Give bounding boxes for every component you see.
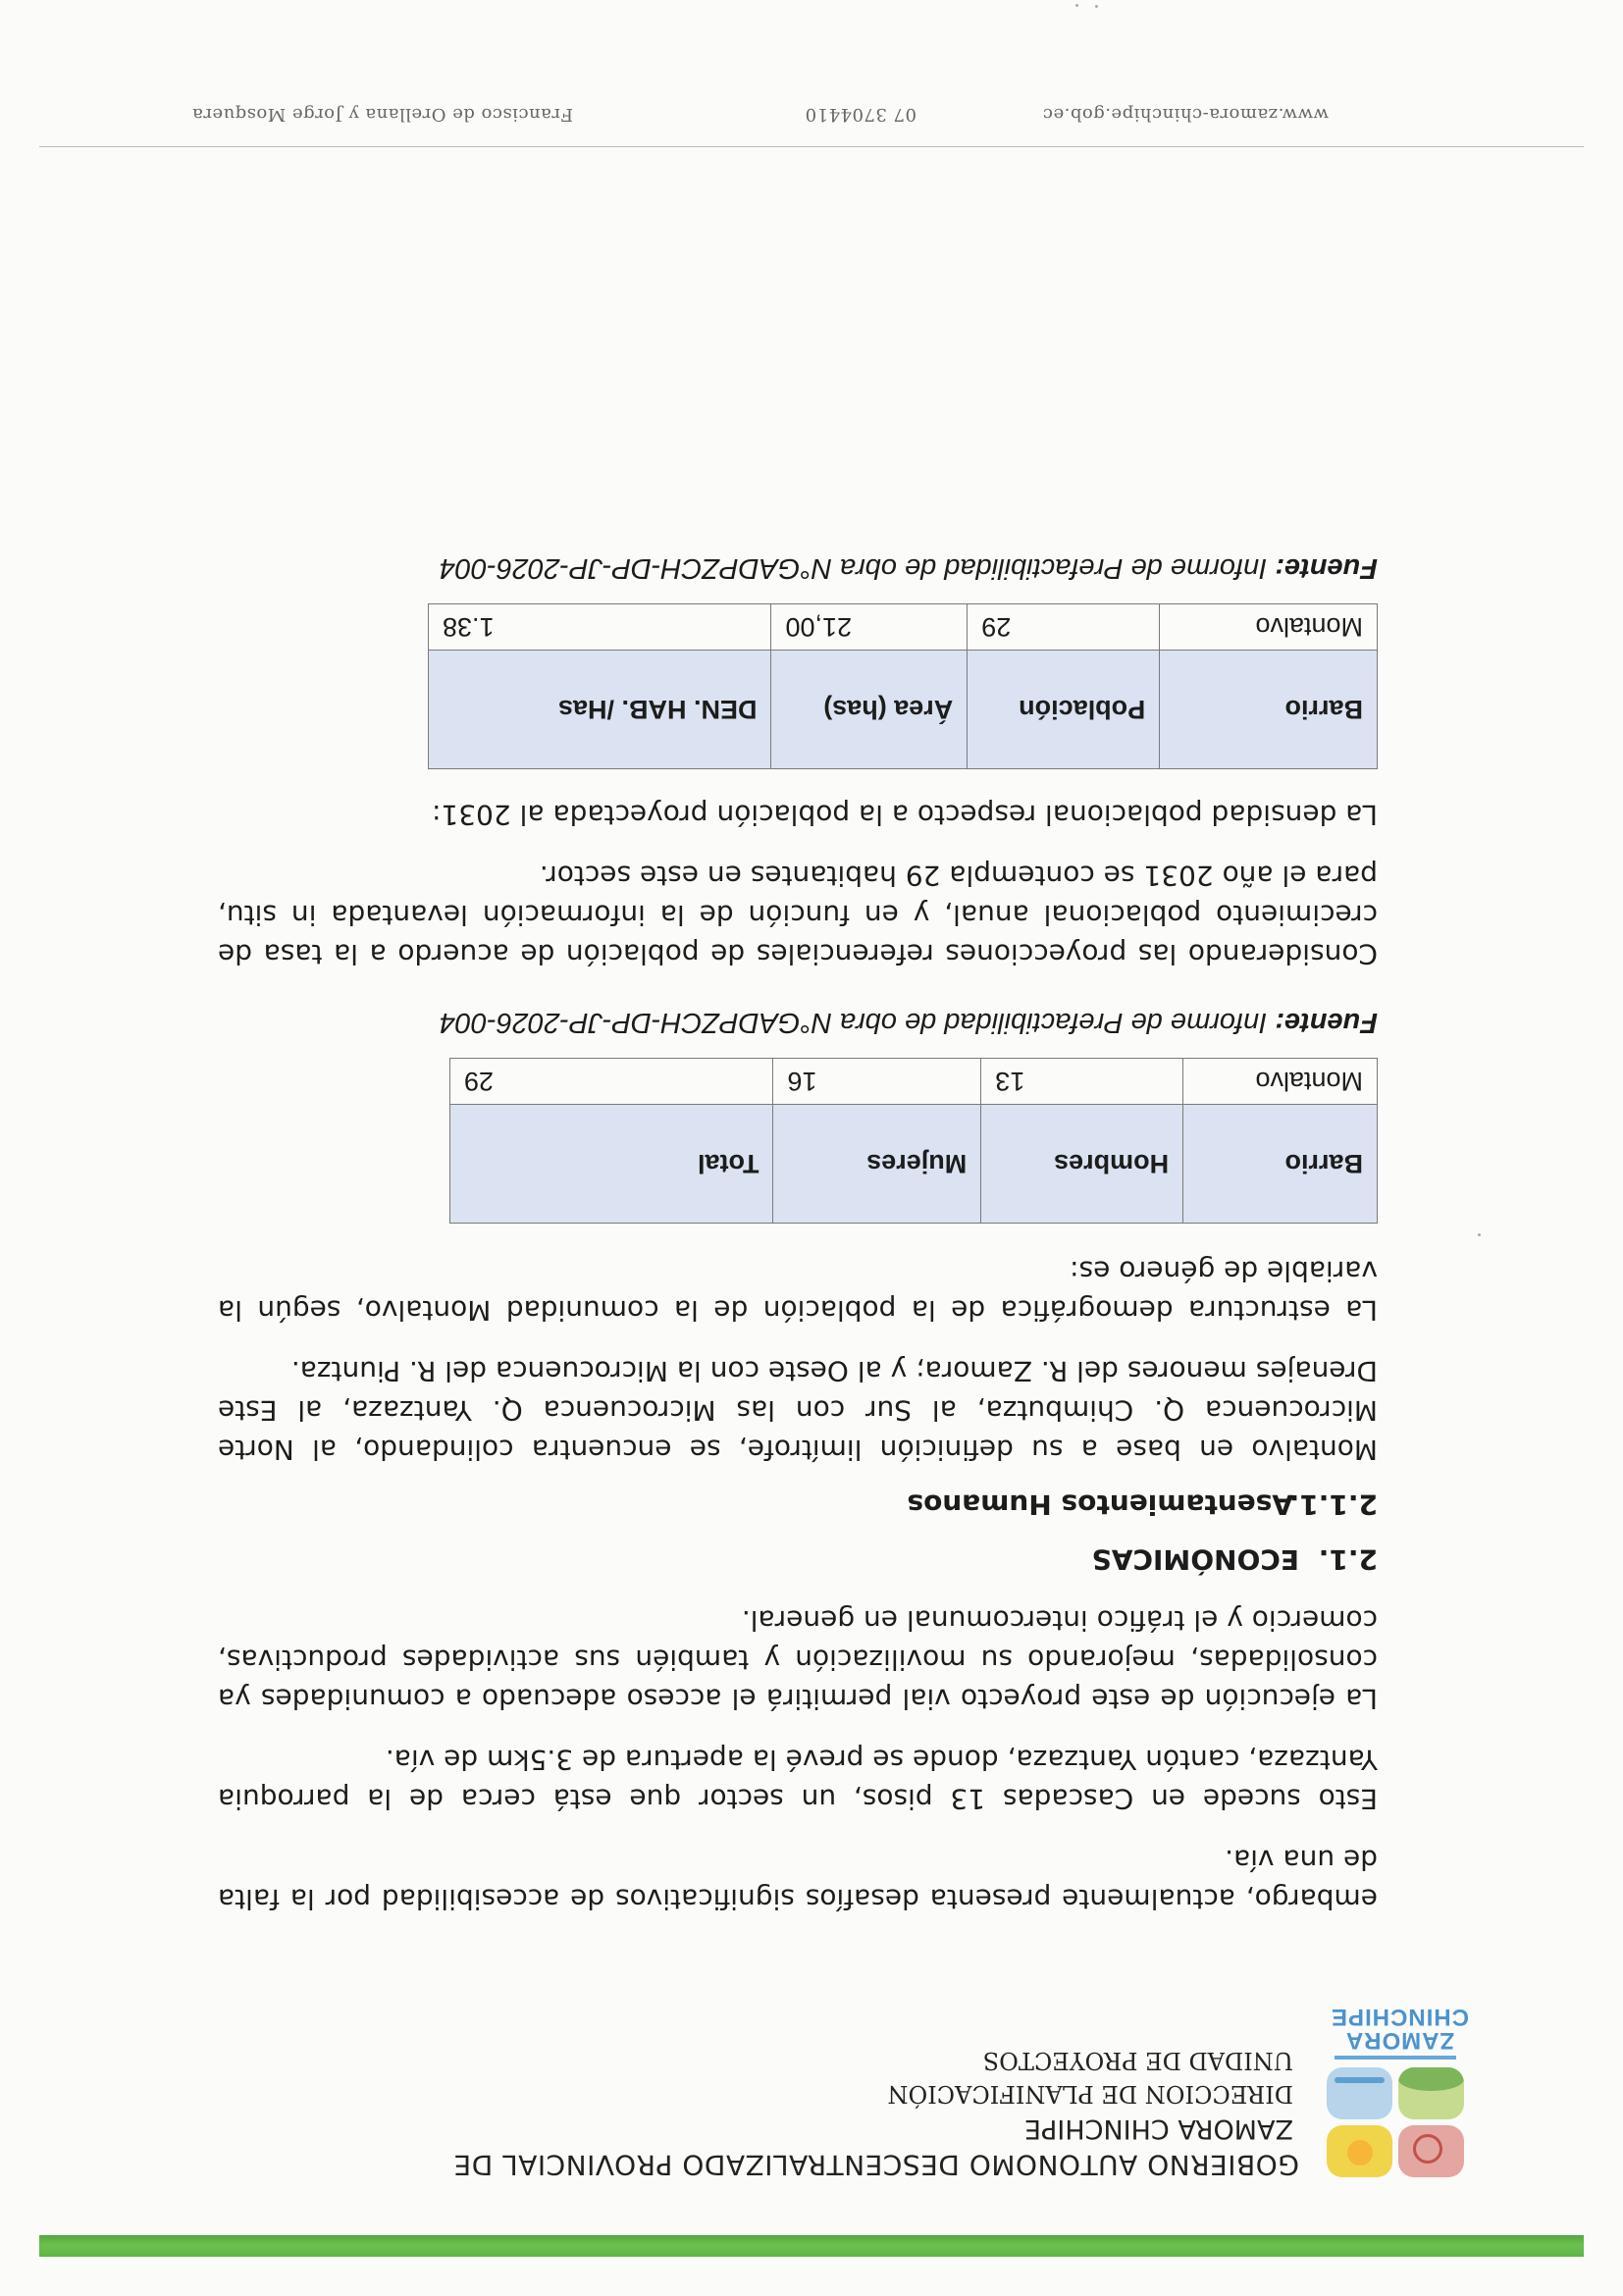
subsection-heading	[218, 1485, 1378, 1524]
logo-emblem-icon	[1327, 2067, 1464, 2177]
table-header-cell: Total	[450, 1105, 773, 1224]
header-green-bar	[39, 2235, 1584, 2257]
table-cell: Montalvo	[1160, 604, 1378, 651]
table-row	[429, 604, 1378, 651]
source-text: Informe de Prefactibilidad de obra N°GADPZCH-DP-JP-2026-004	[439, 552, 1276, 584]
paragraph: embargo, actualmente presenta desafíos significativos de accesibilidad por la falta de una vía.	[218, 1844, 1378, 1915]
logo-divider	[1335, 2056, 1456, 2060]
table-header-cell: Barrio	[1160, 651, 1378, 769]
org-line-2: ZAMORA CHINCHIPE	[1023, 2113, 1293, 2144]
table-cell: 1.38	[429, 604, 772, 651]
section-number: 2.1.	[1318, 1543, 1378, 1576]
org-line-3: DIRECCION DE PLANIFICACIÓN	[887, 2080, 1293, 2108]
table-header-cell: DEN. HAB. /Has	[429, 651, 772, 769]
province-logo	[1314, 1987, 1486, 2183]
footer-web: www.zamora-chinchipe.gob.ec	[1042, 104, 1329, 125]
section-title: ECONÓMICAS	[1091, 1543, 1299, 1576]
paragraph: Montalvo en base a su definición limítrofe, se encuentra colindando, al Norte Microcuenca Q. Chimbutza, al Sur con las Microcuenca Q. Yantzaza, al Este Drenajes menores del R. Zamora; y al Oeste con la Microcuenca del R. Piuntza.	[218, 1355, 1378, 1466]
logo-name	[1314, 2005, 1486, 2052]
table-cell: 29	[968, 604, 1160, 651]
table-cell: 29	[450, 1059, 773, 1105]
paragraph: La densidad poblacional respecto a la población proyectada al 2031:	[432, 799, 1378, 831]
org-line-1: GOBIERNO AUTONOMO DESCENTRALIZADO PROVINCIAL DE	[452, 2149, 1299, 2181]
letterhead	[112, 1977, 1486, 2183]
section-heading	[218, 1539, 1378, 1579]
table-source	[218, 1003, 1378, 1042]
table-cell: Montalvo	[1183, 1059, 1378, 1105]
table-header-cell: Hombres	[981, 1105, 1183, 1224]
document-body	[218, 519, 1378, 1918]
table-source	[218, 548, 1378, 588]
paragraph: Esto sucede en Cascadas 13 pisos, un sector que está cerca de la parroquia Yantzaza, cantón Yantzaza, donde se prevé la apertura de 3.5km de vía.	[218, 1744, 1378, 1815]
org-line-4: UNIDAD DE PROYECTOS	[982, 2047, 1293, 2074]
scan-speck	[1075, 4, 1078, 7]
table-header-row	[450, 1105, 1378, 1224]
scan-speck	[1478, 1233, 1481, 1236]
logo-quadrant-icon	[1398, 2067, 1464, 2119]
table-cell: 21,00	[771, 604, 968, 651]
subsection-number: 2.1.1.	[1288, 1488, 1378, 1521]
paragraph: Considerando las proyecciones referenciales de población de acuerdo a la tasa de crecimiento poblacional anual, y en función de la información levantada in situ, para el año 2031 se contempla 29 habitantes en este sector.	[218, 860, 1378, 970]
table-header-cell: Población	[968, 651, 1160, 769]
logo-quadrant-icon	[1327, 2067, 1392, 2119]
table-cell: 16	[773, 1059, 981, 1105]
paragraph: La ejecución de este proyecto vial permitirá el acceso adecuado a comunidades ya consolidadas, mejorando su movilización y también sus actividades productivas, comercio y el tráfico intercomunal en general.	[218, 1604, 1378, 1715]
table-header-cell: Mujeres	[773, 1105, 981, 1224]
table-header-cell: Área (has)	[771, 651, 968, 769]
organization-block	[112, 2044, 1299, 2183]
source-label: Fuente:	[1275, 1007, 1378, 1038]
table-header-cell: Barrio	[1183, 1105, 1378, 1224]
page-footer	[39, 78, 1584, 147]
source-label: Fuente:	[1275, 552, 1378, 584]
scan-speck	[1095, 5, 1098, 8]
table-header-row	[429, 651, 1378, 769]
logo-text-top: ZAMORA	[1344, 2027, 1455, 2054]
source-text: Informe de Prefactibilidad de obra N°GADPZCH-DP-JP-2026-004	[439, 1007, 1276, 1038]
paragraph: La estructura demográfica de la población de la comunidad Montalvo, según la variable de género es:	[218, 1255, 1378, 1327]
logo-quadrant-icon	[1398, 2125, 1464, 2177]
density-table	[428, 603, 1378, 769]
logo-text-bottom: CHINCHIPE	[1331, 2004, 1470, 2030]
table-row	[450, 1059, 1378, 1105]
footer-phone: 07 3704410	[805, 104, 916, 125]
logo-quadrant-icon	[1327, 2125, 1392, 2177]
subsection-title: Asentamientos Humanos	[907, 1488, 1293, 1521]
gender-table	[449, 1058, 1378, 1224]
footer-names: Francisco de Orellana y Jorge Mosquera	[191, 104, 573, 125]
table-cell: 13	[981, 1059, 1183, 1105]
